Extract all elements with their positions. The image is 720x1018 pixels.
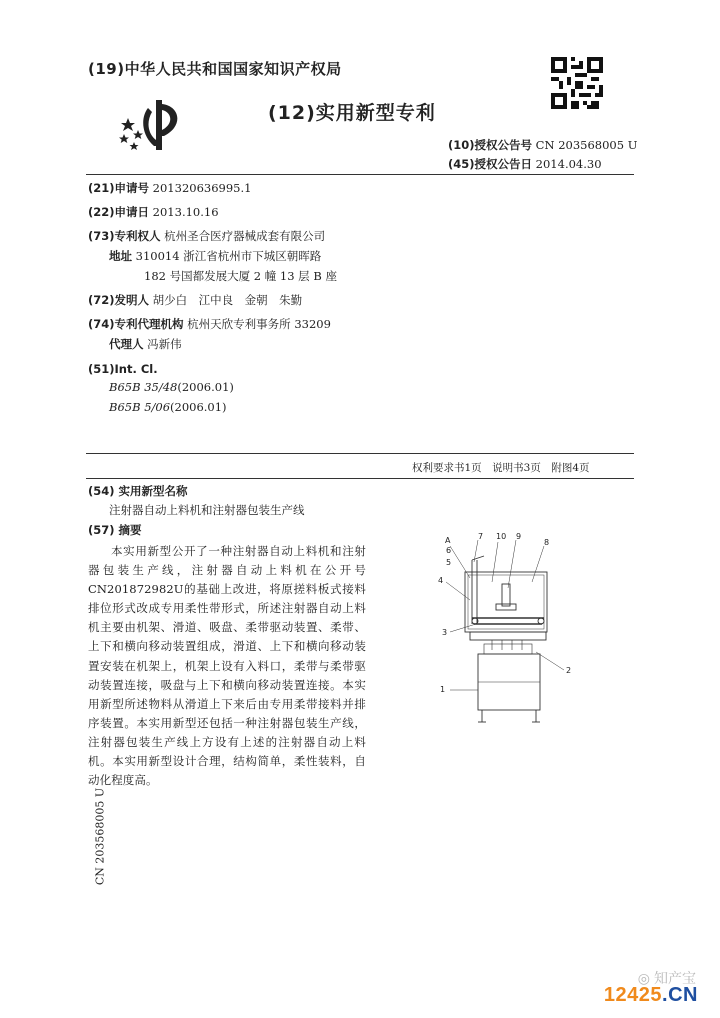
ipc-code: B65B 5/06 (109, 400, 171, 414)
abstract-label-text: (57) 摘要 (88, 523, 142, 537)
ipc-label: (51)Int. Cl. (88, 362, 158, 376)
drawing-label: 1 (440, 685, 446, 694)
grant-pub-date-label: (45)授权公告日 (448, 157, 533, 171)
cnipa-emblem (118, 96, 188, 154)
drawing-label: 6 (446, 546, 452, 555)
application-date: 2013.10.16 (152, 205, 219, 219)
abstract-body: 本实用新型公开了一种注射器自动上料机和注射器包装生产线，注射器自动上料机在公开号CN201872982U的基础上改进，将原搓料板式接料排位形式改成专用柔性带形式，所述注射器自动上料机主要由机架、滑道、吸盘、柔带驱动装置、柔带、上下和横向移动装置组成，滑道、上下和横向移动装置安装在机架上，机架上设有入料口，柔带与柔带驱动装置连接，吸盘与上下和横向移动装置连接。本实用新型所述物料从滑道上下来后由专用柔带接料并排序装置。本实用新型还包括一种注射器包装生产线，注射器包装生产线上方设有上述的注射器自动上料机。本实用新型设计合理，结构简单，柔性装料，自动化程度高。 (88, 544, 366, 788)
drawing-label: 10 (496, 532, 507, 541)
header-divider (86, 174, 634, 175)
document-type: (12)实用新型专利 (268, 102, 436, 124)
address-label: 地址 (109, 249, 132, 263)
ipc-class-2 (109, 400, 227, 414)
application-date-row (88, 204, 219, 220)
qr-code (551, 57, 603, 109)
drawing-label: 5 (446, 558, 452, 567)
address-line2: 182 号国都发展大厦 2 幢 13 层 B 座 (144, 269, 337, 283)
grant-pub-date: 2014.04.30 (535, 157, 602, 171)
drawing-label: 9 (516, 532, 522, 541)
drawing-label: 8 (544, 538, 550, 547)
drawing-label: 3 (442, 628, 448, 637)
wechat-icon: ◎ (637, 971, 650, 987)
agent-row (109, 336, 182, 352)
watermark-source-text: 知产宝 (654, 971, 696, 987)
grant-pub-number-row (448, 137, 637, 153)
grant-pub-number-label: (10)授权公告号 (448, 138, 533, 152)
application-date-label: (22)申请日 (88, 205, 150, 219)
grant-pub-date-row (448, 156, 602, 172)
application-number-row (88, 180, 251, 196)
drawing-label: 2 (566, 666, 572, 675)
agent-label: 代理人 (109, 337, 144, 351)
abstract-label (88, 522, 142, 538)
technical-drawing (432, 532, 582, 728)
ipc-version: (2006.01) (177, 380, 234, 394)
biblio-divider-top (86, 453, 634, 454)
address-row (109, 248, 321, 264)
page-counts: 权利要求书1页 说明书3页 附图4页 (412, 462, 590, 474)
utility-model-title: 注射器自动上料机和注射器包装生产线 (109, 503, 305, 517)
drawing-label: 7 (478, 532, 484, 541)
agency-row (88, 316, 331, 332)
application-number-label: (21)申请号 (88, 181, 150, 195)
ipc-code: B65B 35/48 (109, 380, 178, 394)
agency-label: (74)专利代理机构 (88, 317, 184, 331)
address-line1: 310014 浙江省杭州市下城区朝晖路 (135, 249, 322, 263)
inventors: 胡少白 江中良 金朝 朱勤 (152, 293, 303, 307)
ipc-row (88, 362, 158, 376)
ipc-version: (2006.01) (170, 400, 227, 414)
application-number: 201320636995.1 (152, 181, 252, 195)
side-publication-number: CN 203568005 U (93, 787, 107, 886)
watermark-site (604, 984, 698, 1007)
title-label-text: (54) 实用新型名称 (88, 484, 188, 498)
patentee-row (88, 228, 325, 244)
agency: 杭州天欣专利事务所 33209 (187, 317, 331, 331)
title-label (88, 483, 188, 499)
inventors-row (88, 292, 302, 308)
patentee: 杭州圣合医疗器械成套有限公司 (164, 229, 326, 243)
watermark-site-text: 12425.CN (603, 984, 698, 1006)
ipc-class-1 (109, 380, 234, 394)
biblio-divider-bottom (86, 478, 634, 479)
patentee-label: (73)专利权人 (88, 229, 161, 243)
office-name: (19)中华人民共和国国家知识产权局 (88, 60, 342, 78)
agent: 冯新伟 (147, 337, 182, 351)
grant-pub-number: CN 203568005 U (535, 138, 638, 152)
drawing-label: 4 (438, 576, 444, 585)
inventors-label: (72)发明人 (88, 293, 150, 307)
drawing-label: A (445, 536, 451, 545)
